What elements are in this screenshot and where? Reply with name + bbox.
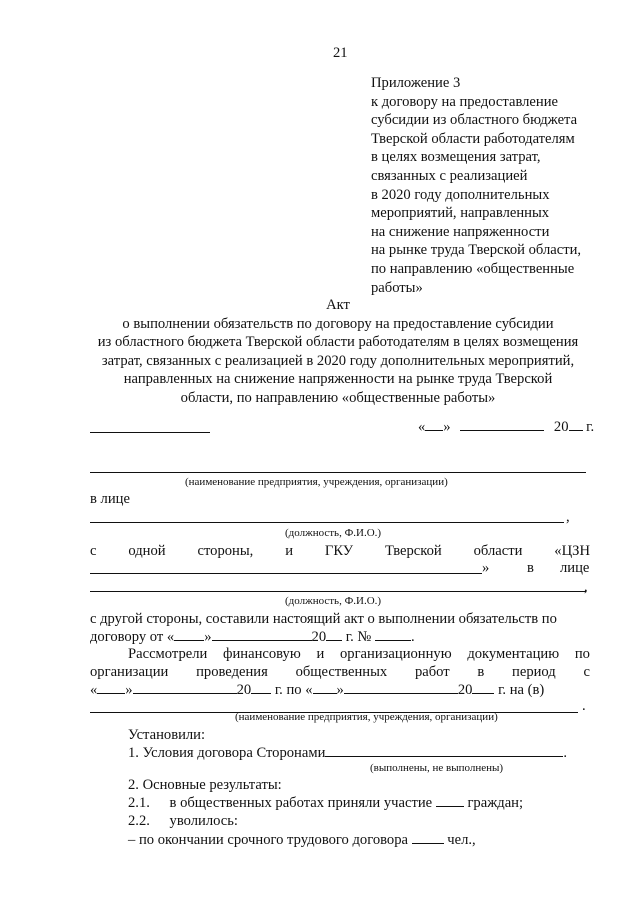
contract-month-blank — [212, 628, 312, 641]
reviewed-line-1: Рассмотрели финансовую и организационную документацию по — [128, 646, 590, 662]
organization-caption: (наименование предприятия, учреждения, организации) — [185, 476, 448, 488]
appendix-line: на рынке труда Тверской области, — [371, 242, 582, 259]
appendix-block — [371, 74, 581, 297]
position-blank — [90, 522, 564, 523]
period-start-day-blank — [97, 681, 125, 694]
act-heading: Акт — [326, 297, 350, 313]
position-caption: (должность, Ф.И.О.) — [285, 527, 382, 539]
appendix-line: связанных с реализацией — [371, 167, 528, 184]
appendix-line: мероприятий, направленных — [371, 205, 550, 222]
appendix-line: Тверской области работодателям — [371, 130, 575, 147]
conditions-caption: (выполнены, не выполнены) — [370, 762, 504, 774]
position-caption-2: (должность, Ф.И.О.) — [285, 595, 382, 607]
dismissed-line: – по окончании срочного трудового договора чел., — [128, 832, 476, 848]
period-end-day-blank — [313, 681, 337, 694]
czn-blank — [90, 573, 482, 574]
results-heading: 2. Основные результаты: — [128, 777, 282, 793]
act-title-block — [60, 296, 616, 408]
contract-number-blank — [375, 628, 411, 641]
conditions-blank — [325, 744, 563, 757]
act-title-line: о выполнении обязательств по договору на предоставление субсидии — [122, 315, 554, 332]
comma: , — [566, 509, 570, 525]
act-title-line: области, по направлению «общественные работы» — [180, 389, 496, 406]
comma-2: , — [584, 579, 588, 595]
appendix-line: работы» — [371, 279, 423, 296]
in-person-label: в лице — [90, 491, 130, 507]
act-title-line: из областного бюджета Тверской области работодателям в целях возмещения — [97, 334, 579, 351]
appendix-line: субсидии из областного бюджета — [371, 112, 578, 129]
position-blank-2 — [90, 591, 586, 592]
result-item-2-1: 2.1. в общественных работах приняли участие граждан; — [128, 795, 524, 811]
established-label: Установили: — [128, 727, 206, 743]
period-end-year-blank — [472, 681, 494, 694]
end-dot: . — [582, 698, 586, 714]
date-field: « » 20 г. — [418, 419, 595, 435]
page-number: 21 — [333, 45, 348, 61]
lice-word: лице — [560, 560, 590, 576]
other-side-line-2: договору от « » 20 г. № . — [90, 629, 415, 645]
contract-day-blank — [174, 628, 204, 641]
period-start-month-blank — [133, 681, 237, 694]
dismissed-count-blank — [412, 831, 444, 844]
appendix-line: по направлению «общественные — [371, 260, 575, 277]
czn-close-quote: » — [482, 560, 490, 576]
organization-blank — [90, 472, 586, 473]
appendix-line: к договору на предоставление — [371, 93, 558, 110]
participants-blank — [436, 794, 464, 807]
year-blank — [569, 418, 583, 431]
period-end-month-blank — [344, 681, 458, 694]
appendix-line: в 2020 году дополнительных — [371, 186, 550, 203]
place-blank — [90, 432, 210, 433]
contract-year-blank — [326, 628, 342, 641]
reviewed-line-2: организации проведения общественных работ в период с — [90, 664, 590, 680]
period-start-year-blank — [251, 681, 271, 694]
result-item-2-2: 2.2. уволилось: — [128, 813, 238, 829]
conditions-line: 1. Условия договора Сторонами . — [128, 745, 568, 761]
appendix-line: на снижение напряженности — [371, 223, 550, 240]
organization-caption-2: (наименование предприятия, учреждения, организации) — [235, 711, 498, 723]
other-side-line-1: с другой стороны, составили настоящий акт о выполнении обязательств по — [90, 611, 557, 627]
reviewed-line-3: « » 20 г. по « » 20 г. на (в) — [90, 682, 545, 698]
one-side-line: с одной стороны, и ГКУ Тверской области «ЦЗН — [90, 543, 590, 559]
act-title-line: затрат, связанных с реализацией в 2020 году дополнительных мероприятий, — [101, 352, 575, 369]
appendix-line: в целях возмещения затрат, — [371, 149, 541, 166]
day-blank — [425, 418, 443, 431]
appendix-line: Приложение 3 — [371, 75, 461, 91]
act-title-line: направленных на снижение напряженности на рынке труда Тверской — [123, 371, 553, 388]
v-word: в — [527, 560, 534, 576]
month-blank — [460, 418, 544, 431]
